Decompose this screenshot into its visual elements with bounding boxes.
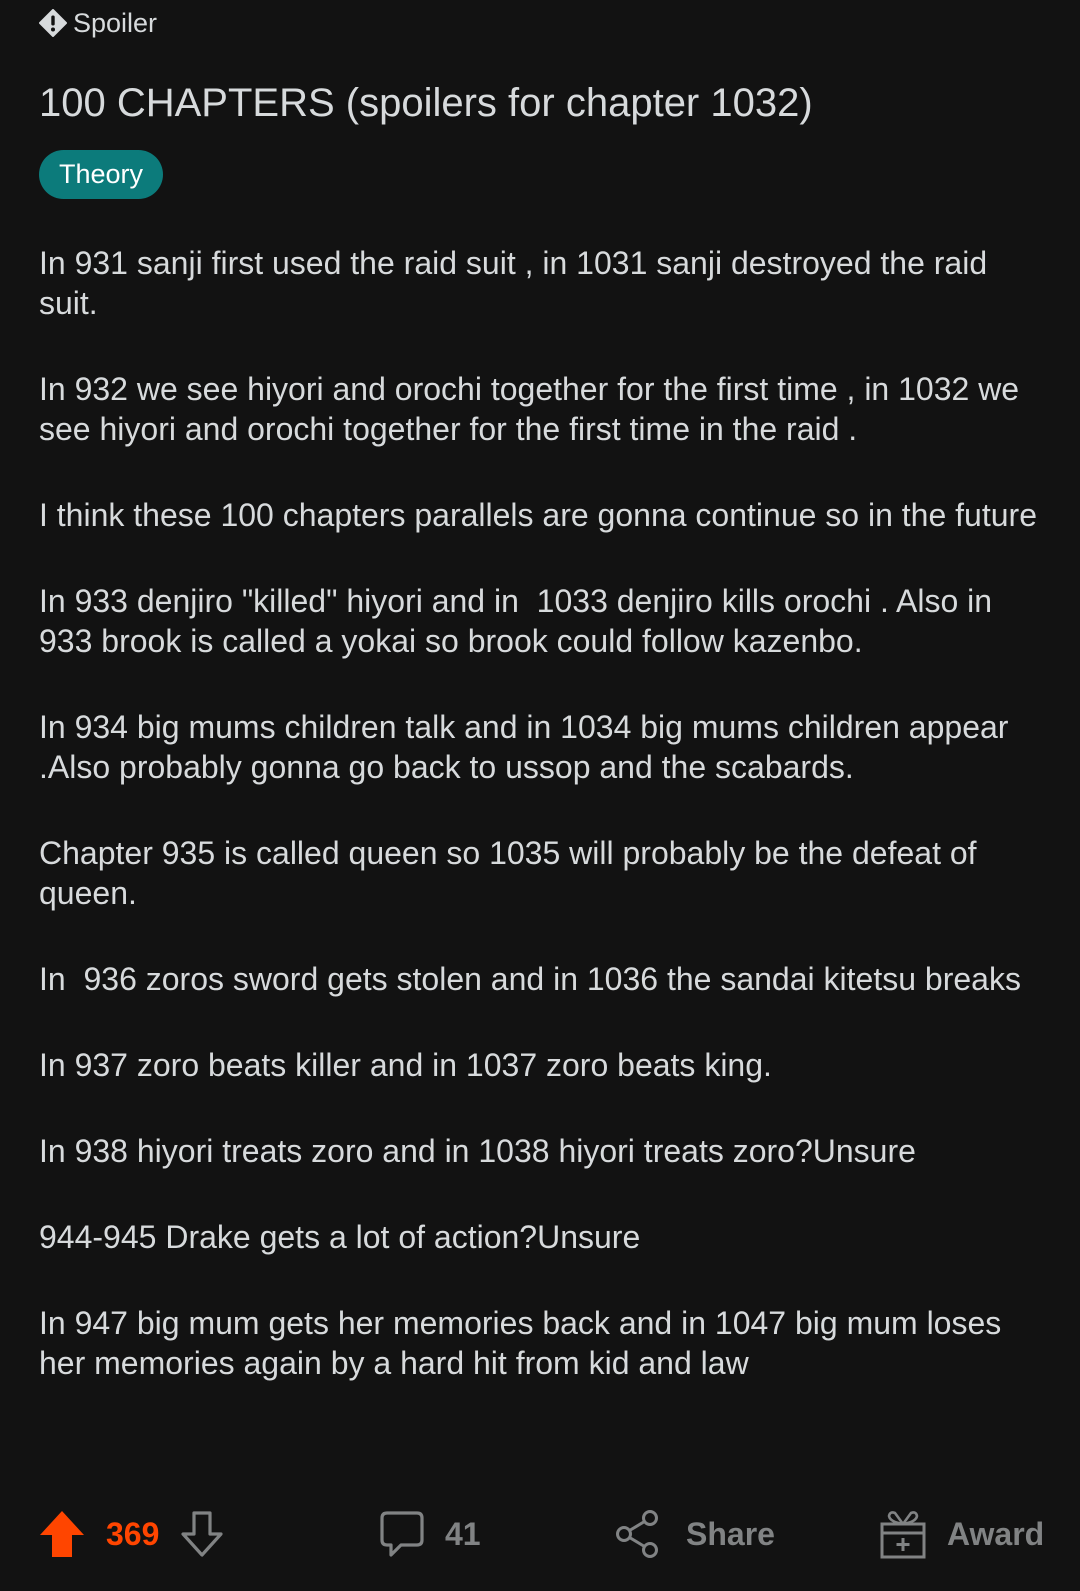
body-paragraph: In 931 sanji first used the raid suit , in 1031 sanji destroyed the raid suit. xyxy=(39,245,996,321)
body-paragraph: In 933 denjiro "killed" hiyori and in 1033 denjiro kills orochi . Also in 933 brook is called a yokai so brook could follow kazenbo. xyxy=(39,583,1001,659)
body-paragraph: In 934 big mums children talk and in 1034 big mums children appear .Also probably gonna go back to ussop and the scabards. xyxy=(39,709,1018,785)
body-paragraph: In 936 zoros sword gets stolen and in 1036 the sandai kitetsu breaks xyxy=(39,961,1021,997)
post-action-bar xyxy=(0,1505,1080,1563)
gift-award-icon xyxy=(879,1509,927,1559)
upvote-arrow-icon[interactable] xyxy=(38,1509,86,1559)
body-paragraph: I think these 100 chapters parallels are gonna continue so in the future xyxy=(39,497,1037,533)
comments-button[interactable] xyxy=(379,1505,481,1563)
body-paragraph: In 938 hiyori treats zoro and in 1038 hiyori treats zoro?Unsure xyxy=(39,1133,916,1169)
share-button[interactable] xyxy=(614,1505,775,1563)
vote-controls xyxy=(38,1505,225,1563)
post-title: 100 CHAPTERS (spoilers for chapter 1032) xyxy=(39,81,813,125)
body-paragraph: Chapter 935 is called queen so 1035 will probably be the defeat of queen. xyxy=(39,835,986,911)
award-button[interactable] xyxy=(879,1505,1044,1563)
award-label: Award xyxy=(947,1515,1045,1552)
body-paragraph: In 937 zoro beats killer and in 1037 zoro beats king. xyxy=(39,1047,772,1083)
post-body xyxy=(39,243,1049,1429)
share-label: Share xyxy=(686,1515,775,1552)
comment-bubble-icon xyxy=(379,1509,425,1559)
body-paragraph: 944-945 Drake gets a lot of action?Unsure xyxy=(39,1219,641,1255)
downvote-arrow-icon[interactable] xyxy=(179,1510,225,1558)
vote-score: 369 xyxy=(106,1515,160,1552)
body-paragraph: In 932 we see hiyori and orochi together for the first time , in 1032 we see hiyori and orochi together for the first time in the raid . xyxy=(39,371,1028,447)
exclamation-badge-icon xyxy=(39,9,67,37)
spoiler-tag xyxy=(39,6,157,40)
post-flair[interactable]: Theory xyxy=(39,150,163,199)
spoiler-label: Spoiler xyxy=(73,7,158,38)
comment-count: 41 xyxy=(445,1515,481,1552)
body-paragraph: In 947 big mum gets her memories back and in 1047 big mum loses her memories again by a hard hit from kid and law xyxy=(39,1305,1011,1381)
share-icon xyxy=(614,1509,660,1559)
